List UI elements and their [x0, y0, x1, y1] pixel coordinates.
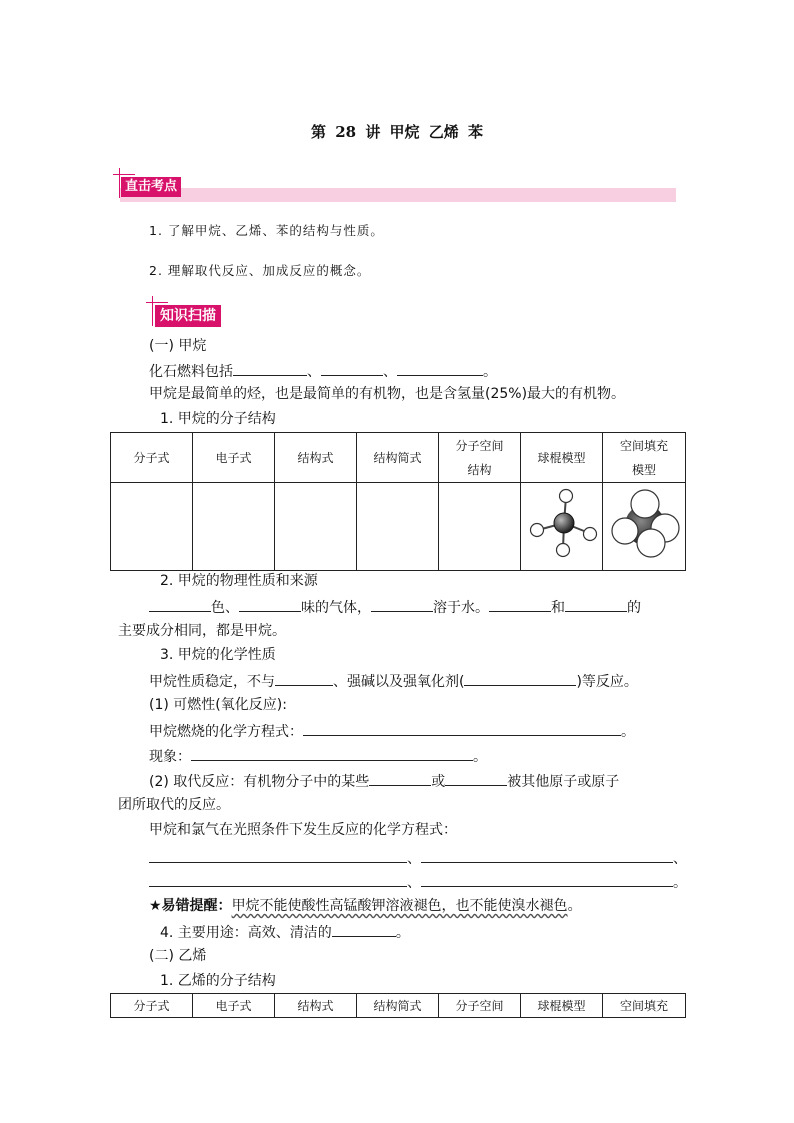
phenomenon-line [149, 746, 487, 766]
answer-blank[interactable] [397, 361, 483, 376]
corner-mark [113, 174, 135, 175]
table-header: 电子式 [193, 433, 275, 483]
answer-blank[interactable] [489, 597, 551, 612]
text: (2) 取代反应：有机物分子中的某些 [149, 774, 370, 790]
corner-mark [146, 302, 168, 303]
text: 、 [673, 851, 687, 867]
text: 、强碱以及强氧化剂( [333, 674, 465, 690]
table-header: 球棍模型 [521, 433, 603, 483]
space-filling-model-icon [605, 483, 683, 563]
ball-stick-model-icon [523, 483, 601, 563]
physical-line-2: 主要成分相同，都是甲烷。 [118, 623, 286, 639]
answer-blank[interactable] [275, 671, 333, 686]
section-band [120, 188, 676, 202]
substitution-line-2: 团所取代的反应。 [118, 797, 230, 813]
text: 、 [407, 875, 421, 891]
text: 或 [431, 774, 446, 790]
table-header: 结构简式 [357, 433, 439, 483]
text: 味的气体， [301, 600, 371, 616]
text: 甲烷性质稳定，不与 [149, 674, 275, 690]
answer-cell[interactable] [275, 483, 357, 571]
table-header: 分子式 [111, 433, 193, 483]
section-badge: 知识扫描 [155, 305, 221, 327]
table-header: 分子式 [111, 994, 193, 1018]
answer-cell[interactable] [193, 483, 275, 571]
space-filling-model-cell [603, 483, 686, 571]
text: 、 [407, 851, 421, 867]
answer-blank[interactable] [445, 771, 507, 786]
combustion-heading: (1) 可燃性(氧化反应): [149, 697, 287, 713]
text: 。 [483, 364, 497, 380]
methane-intro: 甲烷是最简单的烃，也是最简单的有机物，也是含氢量(25%)最大的有机物。 [149, 386, 626, 402]
warning-line [149, 897, 582, 915]
table-header: 结构简式 [357, 994, 439, 1018]
answer-cell[interactable] [357, 483, 439, 571]
use-line [160, 922, 410, 942]
physical-heading: 2. 甲烷的物理性质和来源 [160, 573, 318, 589]
text: 4. 主要用途：高效、清洁的 [160, 925, 332, 941]
answer-blank[interactable] [233, 361, 307, 376]
objective-1: 1. 了解甲烷、乙烯、苯的结构与性质。 [149, 223, 384, 238]
page-title: 第 28 讲 甲烷 乙烯 苯 [311, 123, 483, 141]
chemical-heading: 3. 甲烷的化学性质 [160, 647, 276, 663]
answer-blank[interactable] [149, 848, 407, 863]
text: 化石燃料包括 [149, 364, 233, 380]
answer-blank[interactable] [371, 597, 433, 612]
answer-blank[interactable] [464, 671, 576, 686]
text: )等反应。 [576, 674, 638, 690]
answer-blank[interactable] [421, 848, 673, 863]
answer-blank[interactable] [321, 361, 383, 376]
ball-stick-model-cell [521, 483, 603, 571]
text: 。 [621, 724, 635, 740]
answer-blank[interactable] [149, 872, 407, 887]
table-header: 空间填充 [603, 994, 686, 1018]
text: 、 [383, 364, 397, 380]
table-header: 分子空间 结构 [439, 433, 521, 483]
section-badge: 直击考点 [121, 177, 181, 197]
table-header: 结构式 [275, 433, 357, 483]
objective-2: 2. 理解取代反应、加成反应的概念。 [149, 263, 371, 278]
chlorine-equation-heading: 甲烷和氯气在光照条件下发生反应的化学方程式： [149, 822, 457, 838]
text: 色、 [211, 600, 239, 616]
substitution-line-1 [149, 771, 619, 791]
answer-blank[interactable] [303, 721, 621, 736]
answer-blank[interactable] [421, 872, 673, 887]
text: 。 [473, 749, 487, 765]
text: 甲烷燃烧的化学方程式： [149, 724, 303, 740]
text: 。 [395, 925, 410, 941]
text: 溶于水。 [433, 600, 489, 616]
answer-blank[interactable] [149, 597, 211, 612]
table-header: 电子式 [193, 994, 275, 1018]
answer-blank[interactable] [191, 746, 473, 761]
stability-line [149, 671, 638, 691]
chlorine-equations-line-2 [149, 872, 687, 892]
ethylene-structure-heading: 1. 乙烯的分子结构 [160, 973, 276, 989]
text: 。 [567, 898, 582, 914]
text: 的 [627, 600, 641, 616]
text: 被其他原子或原子 [507, 774, 620, 790]
table-header: 结构式 [275, 994, 357, 1018]
table-header: 分子空间 [439, 994, 521, 1018]
physical-line-1 [149, 597, 641, 617]
combustion-equation-line [149, 721, 635, 741]
text: 、 [307, 364, 321, 380]
answer-blank[interactable] [565, 597, 627, 612]
answer-blank[interactable] [239, 597, 301, 612]
text: 和 [551, 600, 565, 616]
methane-heading: (一) 甲烷 [149, 338, 207, 354]
table-header: 球棍模型 [521, 994, 603, 1018]
methane-structure-heading: 1. 甲烷的分子结构 [160, 411, 276, 427]
answer-blank[interactable] [369, 771, 431, 786]
ethylene-heading: (二) 乙烯 [149, 948, 207, 964]
answer-blank[interactable] [332, 922, 396, 937]
corner-mark [152, 296, 153, 326]
chlorine-equations-line-1 [149, 848, 687, 868]
fossil-fuels-line [149, 361, 497, 381]
warning-label: ★易错提醒： [149, 898, 232, 914]
warning-text: 甲烷不能使酸性高锰酸钾溶液褪色，也不能使溴水褪色 [231, 898, 568, 914]
text: 。 [673, 875, 687, 891]
answer-cell[interactable] [439, 483, 521, 571]
answer-cell[interactable] [111, 483, 193, 571]
text: 现象： [149, 749, 191, 765]
table-header: 空间填充 模型 [603, 433, 686, 483]
methane-structure-table [110, 432, 686, 571]
ethylene-structure-table [110, 993, 686, 1018]
